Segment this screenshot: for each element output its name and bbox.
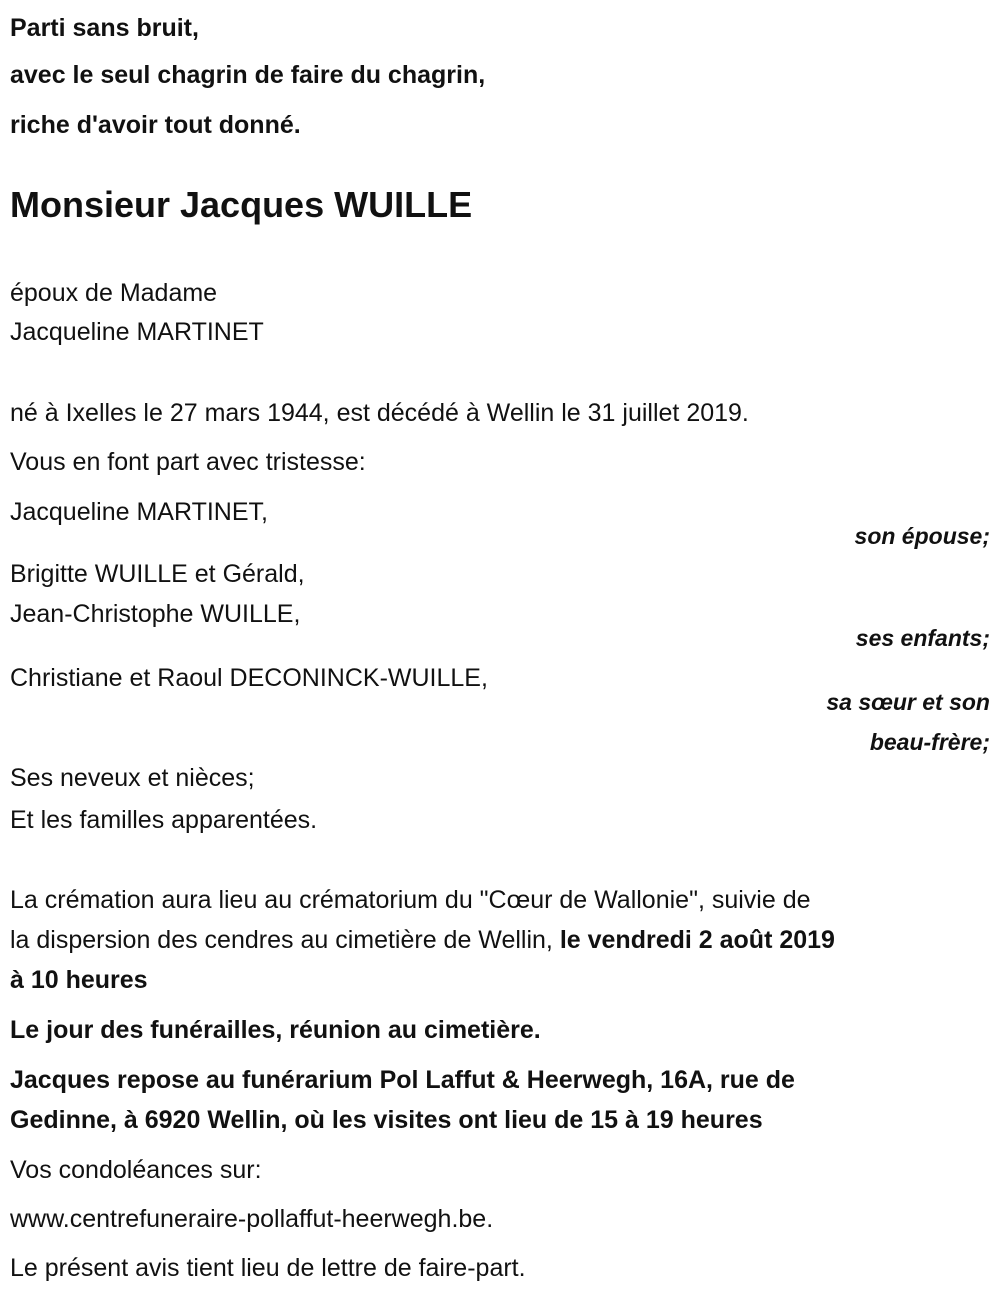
spouse-line: Jacqueline MARTINET	[10, 318, 264, 346]
epigraph-line: Parti sans bruit,	[10, 14, 199, 42]
family-role: beau-frère;	[869, 729, 990, 755]
website-link[interactable]	[10, 1204, 493, 1234]
epigraph-line: avec le seul chagrin de faire du chagrin,	[10, 61, 486, 89]
rest-info: Jacques repose au funérarium Pol Laffut & Heerwegh, 16A, rue de	[10, 1066, 795, 1094]
family-role: sa sœur et son	[826, 689, 990, 715]
condolences-label: Vos condoléances sur:	[10, 1156, 262, 1184]
ceremony-time: à 10 heures	[10, 966, 148, 994]
family-member: Ses neveux et nièces;	[10, 764, 255, 792]
family-member: Jean-Christophe WUILLE,	[10, 600, 301, 628]
meeting-info: Le jour des funérailles, réunion au cimetière.	[10, 1016, 541, 1044]
website-link-text[interactable]: www.centrefuneraire-pollaffut-heerwegh.be.	[10, 1205, 494, 1233]
footer-note: Le présent avis tient lieu de lettre de faire-part.	[10, 1254, 526, 1282]
family-member: Et les familles apparentées.	[10, 806, 318, 834]
deceased-name: Monsieur Jacques WUILLE	[10, 184, 473, 225]
ceremony-text: la dispersion des cendres au cimetière de Wellin,	[10, 926, 560, 954]
spouse-line: époux de Madame	[10, 279, 218, 307]
family-member: Brigitte WUILLE et Gérald,	[10, 560, 305, 588]
ceremony-line: La crémation aura lieu au crématorium du "Cœur de Wallonie", suivie de	[10, 886, 811, 914]
ceremony-date: le vendredi 2 août 2019	[559, 926, 835, 954]
rest-info: Gedinne, à 6920 Wellin, où les visites ont lieu de 15 à 19 heures	[10, 1106, 763, 1134]
family-role: son épouse;	[854, 523, 990, 549]
family-member: Jacqueline MARTINET,	[10, 498, 268, 526]
ceremony-line	[10, 925, 835, 955]
birth-death: né à Ixelles le 27 mars 1944, est décédé à Wellin le 31 juillet 2019.	[10, 399, 749, 427]
family-role: ses enfants;	[855, 625, 990, 651]
intro: Vous en font part avec tristesse:	[10, 448, 366, 476]
epigraph-line: riche d'avoir tout donné.	[10, 111, 301, 139]
family-member: Christiane et Raoul DECONINCK-WUILLE,	[10, 664, 488, 692]
